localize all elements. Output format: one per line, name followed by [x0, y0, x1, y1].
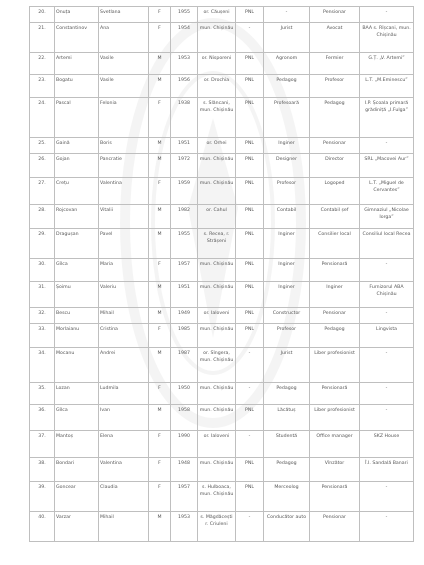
cell-nr: 21.	[30, 23, 55, 53]
cell-year: 1955	[171, 7, 198, 23]
cell-party: PNL	[236, 205, 264, 229]
cell-workplace: -	[360, 405, 414, 431]
cell-residence: mun. Chișinău	[198, 154, 236, 178]
cell-party: PNL	[236, 7, 264, 23]
cell-profession: Profesor	[264, 324, 310, 348]
cell-party: PNL	[236, 154, 264, 178]
cell-occupation: Profesor	[310, 75, 360, 98]
cell-sex: M	[149, 405, 171, 431]
cell-party: PNL	[236, 482, 264, 512]
cell-sex: M	[149, 154, 171, 178]
cell-workplace: -	[360, 138, 414, 154]
cell-party: PNL	[236, 75, 264, 98]
cell-year: 1951	[171, 138, 198, 154]
cell-residence: mun. Chișinău	[198, 259, 236, 282]
cell-surname: Gaină	[55, 138, 99, 154]
cell-workplace: BAA s. Rîșcani, mun. Chișinău	[360, 23, 414, 53]
cell-workplace: L.T. „Miguel de Cervantes”	[360, 178, 414, 205]
table-row	[30, 53, 414, 75]
cell-nr: 38.	[30, 458, 55, 482]
cell-workplace: -	[360, 482, 414, 512]
cell-occupation: Pensionară	[310, 482, 360, 512]
cell-firstname: Maria	[99, 259, 149, 282]
cell-year: 1955	[171, 229, 198, 259]
cell-workplace: -	[360, 383, 414, 405]
cell-residence: s. Hulboaca, mun. Chișinău	[198, 482, 236, 512]
cell-workplace: SKZ House	[360, 431, 414, 458]
cell-workplace: -	[360, 259, 414, 282]
cell-party: PNL	[236, 53, 264, 75]
cell-occupation: Liber profesionist	[310, 405, 360, 431]
table-row	[30, 324, 414, 348]
cell-sex: M	[149, 205, 171, 229]
cell-surname: Crețu	[55, 178, 99, 205]
cell-nr: 35.	[30, 383, 55, 405]
cell-workplace: Gimnaziul „Nicolae Iorga”	[360, 205, 414, 229]
cell-residence: mun. Chișinău	[198, 23, 236, 53]
cell-occupation: Pensionară	[310, 259, 360, 282]
cell-occupation: Pedagog	[310, 324, 360, 348]
cell-surname: Artemi	[55, 53, 99, 75]
cell-party: PNL	[236, 282, 264, 308]
cell-party: PNL	[236, 98, 264, 138]
cell-nr: 31.	[30, 282, 55, 308]
cell-workplace: SRL „Macovei Aur”	[360, 154, 414, 178]
cell-residence: or. Ialoveni	[198, 308, 236, 324]
cell-firstname: Andrei	[99, 348, 149, 383]
cell-nr: 36.	[30, 405, 55, 431]
cell-workplace: Furnizorul ABA Chișinău	[360, 282, 414, 308]
cell-nr: 24.	[30, 98, 55, 138]
cell-sex: M	[149, 229, 171, 259]
cell-sex: M	[149, 53, 171, 75]
cell-surname: Varzar	[55, 512, 99, 542]
cell-firstname: Elena	[99, 431, 149, 458]
cell-profession: Jurist	[264, 23, 310, 53]
cell-workplace: I.P. Școala primară grădiniță „I.Fulga”	[360, 98, 414, 138]
cell-sex: F	[149, 324, 171, 348]
cell-occupation: Vînzător	[310, 458, 360, 482]
cell-nr: 37.	[30, 431, 55, 458]
cell-firstname: Felonia	[99, 98, 149, 138]
table-row	[30, 154, 414, 178]
cell-residence: or. Drochia	[198, 75, 236, 98]
cell-surname: Gojan	[55, 154, 99, 178]
cell-occupation: Avocat	[310, 23, 360, 53]
cell-profession: Pedagog	[264, 383, 310, 405]
cell-year: 1956	[171, 75, 198, 98]
cell-year: 1982	[171, 205, 198, 229]
table-row	[30, 178, 414, 205]
cell-residence: mun. Chișinău	[198, 405, 236, 431]
cell-workplace: -	[360, 308, 414, 324]
cell-firstname: Mihail	[99, 512, 149, 542]
cell-year: 1985	[171, 324, 198, 348]
cell-firstname: Ana	[99, 23, 149, 53]
cell-sex: F	[149, 23, 171, 53]
cell-occupation: Pensionar	[310, 7, 360, 23]
cell-surname: Mantoș	[55, 431, 99, 458]
table-row	[30, 482, 414, 512]
cell-firstname: Cristina	[99, 324, 149, 348]
cell-workplace: G.Ț. „V. Artemi”	[360, 53, 414, 75]
cell-party: PNL	[236, 458, 264, 482]
cell-surname: Bondari	[55, 458, 99, 482]
table-row	[30, 75, 414, 98]
cell-residence: s. Măgdăcești r. Criuleni	[198, 512, 236, 542]
cell-residence: mun. Chișinău	[198, 178, 236, 205]
table-row	[30, 431, 414, 458]
candidates-table	[29, 6, 414, 542]
cell-sex: M	[149, 348, 171, 383]
cell-profession: Contabil	[264, 205, 310, 229]
cell-firstname: Valentina	[99, 458, 149, 482]
table-row	[30, 282, 414, 308]
cell-profession: Merceolog	[264, 482, 310, 512]
cell-residence: s. Recea, r. Strășeni	[198, 229, 236, 259]
cell-sex: F	[149, 482, 171, 512]
cell-residence: mun. Chișinău	[198, 324, 236, 348]
cell-residence: or. Orhei	[198, 138, 236, 154]
cell-sex: F	[149, 383, 171, 405]
cell-sex: F	[149, 178, 171, 205]
cell-profession: Inginer	[264, 229, 310, 259]
cell-residence: or. Ialoveni	[198, 431, 236, 458]
cell-party: -	[236, 348, 264, 383]
cell-workplace: -	[360, 348, 414, 383]
cell-profession: -	[264, 7, 310, 23]
cell-firstname: Vasile	[99, 53, 149, 75]
cell-profession: Pedagog	[264, 458, 310, 482]
table-row	[30, 23, 414, 53]
cell-party: PNL	[236, 308, 264, 324]
cell-profession: Constructor	[264, 308, 310, 324]
cell-firstname: Ivan	[99, 405, 149, 431]
cell-occupation: Pensionar	[310, 512, 360, 542]
cell-surname: Lozan	[55, 383, 99, 405]
cell-profession: Conducător auto	[264, 512, 310, 542]
cell-nr: 23.	[30, 75, 55, 98]
cell-party: -	[236, 383, 264, 405]
cell-profession: Jurist	[264, 348, 310, 383]
cell-nr: 22.	[30, 53, 55, 75]
cell-surname: Pascal	[55, 98, 99, 138]
cell-residence: s. Slăncani, mun. Chișinău	[198, 98, 236, 138]
cell-firstname: Valentina	[99, 178, 149, 205]
cell-nr: 39.	[30, 482, 55, 512]
cell-party: PNL	[236, 259, 264, 282]
cell-profession: Studentă	[264, 431, 310, 458]
cell-surname: Gîlca	[55, 259, 99, 282]
cell-party: -	[236, 23, 264, 53]
cell-surname: Morlaianu	[55, 324, 99, 348]
cell-year: 1953	[171, 512, 198, 542]
cell-sex: M	[149, 138, 171, 154]
cell-residence: mun. Chișinău	[198, 458, 236, 482]
cell-sex: M	[149, 75, 171, 98]
cell-year: 1959	[171, 178, 198, 205]
cell-year: 1957	[171, 259, 198, 282]
table-row	[30, 259, 414, 282]
cell-year: 1954	[171, 23, 198, 53]
cell-sex: F	[149, 259, 171, 282]
cell-firstname: Claudia	[99, 482, 149, 512]
cell-occupation: Office manager	[310, 431, 360, 458]
cell-sex: F	[149, 458, 171, 482]
table-row	[30, 383, 414, 405]
cell-surname: Mocanu	[55, 348, 99, 383]
cell-residence: or. Cahul	[198, 205, 236, 229]
cell-workplace: Î.I. Sandală Banari	[360, 458, 414, 482]
cell-occupation: Contabil șef	[310, 205, 360, 229]
cell-sex: M	[149, 308, 171, 324]
table-row	[30, 512, 414, 542]
cell-nr: 20.	[30, 7, 55, 23]
cell-occupation: Liber profesionist	[310, 348, 360, 383]
cell-firstname: Mihail	[99, 308, 149, 324]
cell-residence: or. Nisporeni	[198, 53, 236, 75]
cell-sex: F	[149, 98, 171, 138]
cell-year: 1950	[171, 383, 198, 405]
cell-year: 1957	[171, 482, 198, 512]
cell-workplace: -	[360, 7, 414, 23]
cell-nr: 32.	[30, 308, 55, 324]
cell-surname: Bogatu	[55, 75, 99, 98]
table-row	[30, 205, 414, 229]
cell-profession: Inginer	[264, 259, 310, 282]
cell-residence: or. Căușeni	[198, 7, 236, 23]
cell-nr: 33.	[30, 324, 55, 348]
table-row	[30, 405, 414, 431]
cell-sex: F	[149, 7, 171, 23]
cell-year: 1938	[171, 98, 198, 138]
cell-firstname: Ludmila	[99, 383, 149, 405]
cell-nr: 29.	[30, 229, 55, 259]
table-row	[30, 458, 414, 482]
table-row	[30, 98, 414, 138]
cell-party: PNL	[236, 405, 264, 431]
cell-workplace: -	[360, 512, 414, 542]
cell-profession: Designer	[264, 154, 310, 178]
table-row	[30, 308, 414, 324]
cell-residence: mun. Chișinău	[198, 282, 236, 308]
cell-occupation: Director	[310, 154, 360, 178]
cell-surname: Constantinov	[55, 23, 99, 53]
cell-surname: Goncear	[55, 482, 99, 512]
cell-firstname: Pavel	[99, 229, 149, 259]
table-row	[30, 229, 414, 259]
cell-firstname: Svetlana	[99, 7, 149, 23]
cell-profession: Profesor	[264, 178, 310, 205]
cell-residence: or. Sîngera, mun. Chișinău	[198, 348, 236, 383]
cell-profession: Lăcătuș	[264, 405, 310, 431]
cell-profession: Inginer	[264, 138, 310, 154]
cell-firstname: Vitalii	[99, 205, 149, 229]
cell-surname: Dragușan	[55, 229, 99, 259]
cell-surname: Bescu	[55, 308, 99, 324]
cell-nr: 28.	[30, 205, 55, 229]
cell-occupation: Pedagog	[310, 98, 360, 138]
cell-party: -	[236, 512, 264, 542]
cell-year: 1948	[171, 458, 198, 482]
cell-nr: 34.	[30, 348, 55, 383]
cell-nr: 40.	[30, 512, 55, 542]
cell-sex: M	[149, 512, 171, 542]
cell-workplace: Lingvista	[360, 324, 414, 348]
cell-nr: 26.	[30, 154, 55, 178]
cell-party: PNL	[236, 138, 264, 154]
table-row	[30, 348, 414, 383]
cell-firstname: Pancratie	[99, 154, 149, 178]
cell-occupation: Inginer	[310, 282, 360, 308]
cell-profession: Profesoară	[264, 98, 310, 138]
cell-workplace: Consiliul local Recea	[360, 229, 414, 259]
cell-firstname: Valeriu	[99, 282, 149, 308]
cell-nr: 30.	[30, 259, 55, 282]
table-row	[30, 7, 414, 23]
cell-occupation: Logoped	[310, 178, 360, 205]
cell-year: 1951	[171, 282, 198, 308]
cell-year: 1949	[171, 308, 198, 324]
cell-year: 1987	[171, 348, 198, 383]
cell-surname: Gîlca	[55, 405, 99, 431]
cell-occupation: Pensionar	[310, 138, 360, 154]
cell-year: 1990	[171, 431, 198, 458]
cell-surname: Rojcovan	[55, 205, 99, 229]
cell-surname: Șoimu	[55, 282, 99, 308]
cell-occupation: Pensionar	[310, 308, 360, 324]
cell-party: -	[236, 431, 264, 458]
table-row	[30, 138, 414, 154]
cell-nr: 25.	[30, 138, 55, 154]
cell-year: 1953	[171, 53, 198, 75]
cell-party: PNL	[236, 178, 264, 205]
cell-party: PNL	[236, 324, 264, 348]
cell-occupation: Fermier	[310, 53, 360, 75]
cell-year: 1958	[171, 405, 198, 431]
cell-year: 1972	[171, 154, 198, 178]
cell-workplace: L.T. „M.Eminescu”	[360, 75, 414, 98]
cell-sex: M	[149, 282, 171, 308]
cell-residence: mun. Chișinău	[198, 383, 236, 405]
cell-occupation: Consilier local	[310, 229, 360, 259]
cell-sex: F	[149, 431, 171, 458]
cell-party: PNL	[236, 229, 264, 259]
cell-firstname: Boris	[99, 138, 149, 154]
cell-occupation: Pensionară	[310, 383, 360, 405]
cell-surname: Onuța	[55, 7, 99, 23]
cell-profession: Inginer	[264, 282, 310, 308]
cell-profession: Pedagog	[264, 75, 310, 98]
cell-nr: 27.	[30, 178, 55, 205]
cell-profession: Agronom	[264, 53, 310, 75]
cell-firstname: Vasile	[99, 75, 149, 98]
